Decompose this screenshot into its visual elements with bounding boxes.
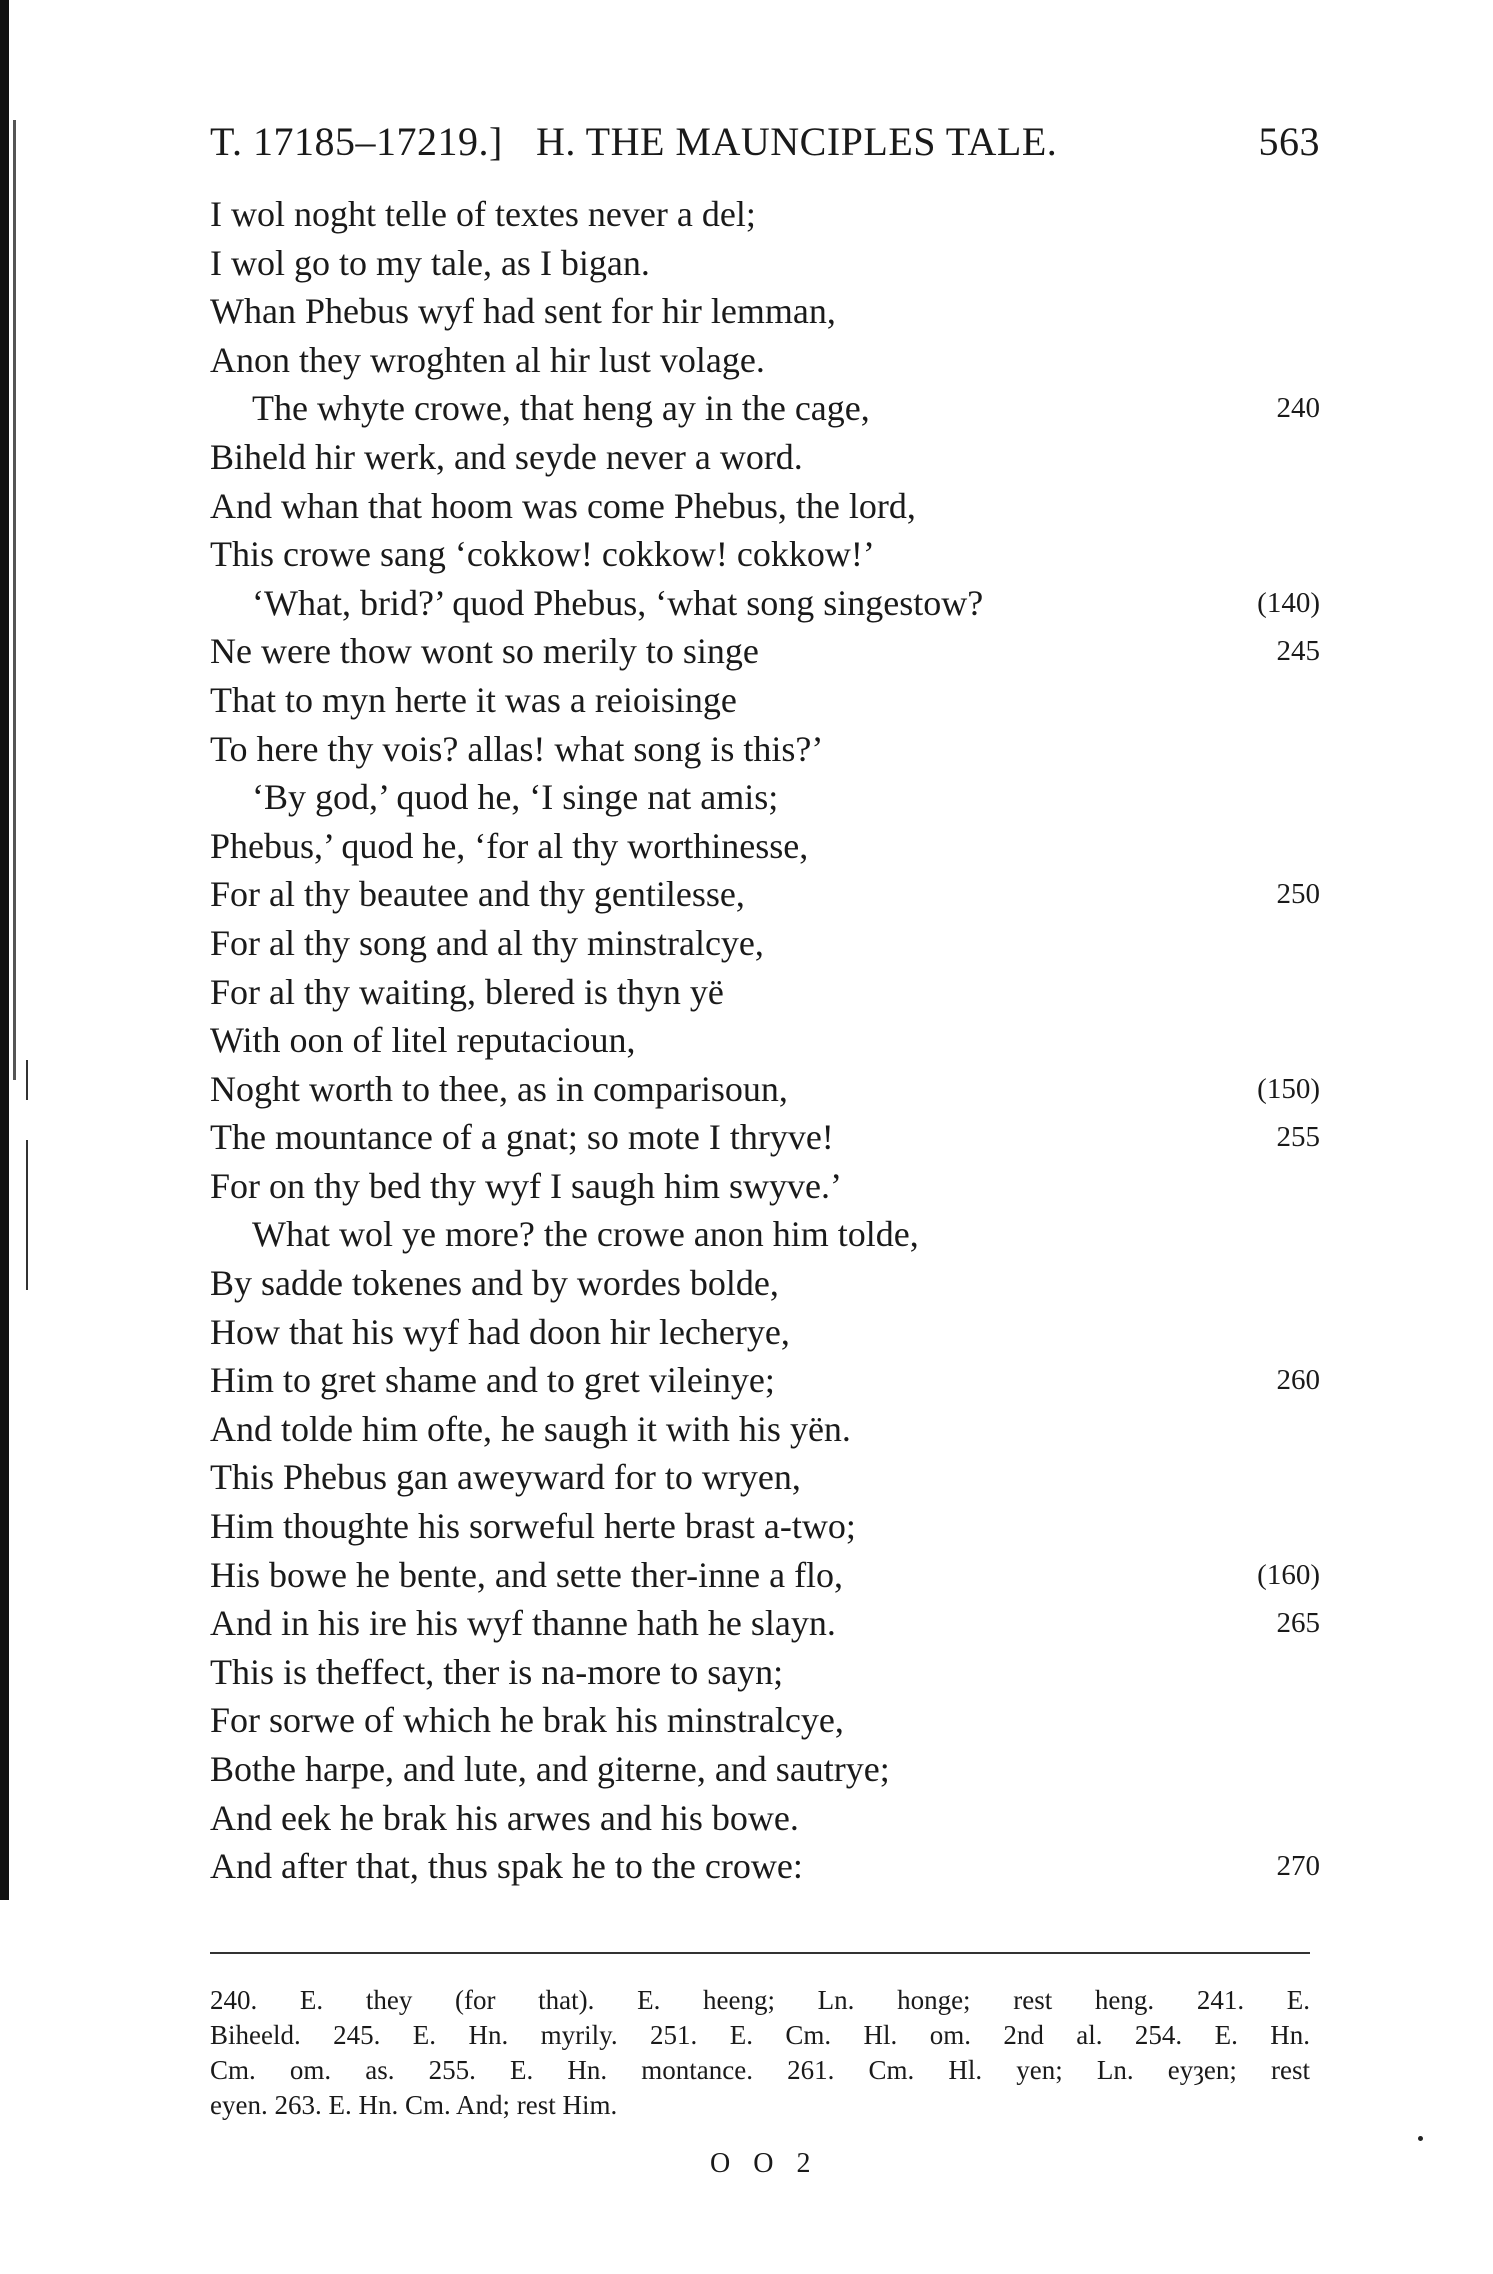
verse-line [210,287,1320,336]
verse-text: I wol noght telle of textes never a del; [210,194,756,234]
verse-text: Phebus,’ quod he, ‘for al thy worthinesse, [210,825,809,866]
verse-text: For al thy waiting, blered is thyn yë [210,971,724,1012]
verse-line [210,968,1320,1017]
verse-line [210,190,1320,239]
verse-line [210,676,1320,725]
verse-text: That to myn herte it was a reioisinge [210,679,737,720]
verse-line [210,336,1320,385]
line-number: 260 [1276,1364,1320,1397]
verse-text: Noght worth to thee, as in comparisoun, [210,1068,788,1109]
verse-text: ‘What, brid?’ quod Phebus, ‘what song singestow? [252,582,984,623]
verse-text: By sadde tokenes and by wordes bolde, [210,1263,779,1304]
line-number: (160) [1257,1558,1320,1591]
verse-line [210,1016,1320,1065]
verse-text: Biheld hir werk, and seyde never a word. [210,436,803,477]
verse-line [210,1502,1320,1551]
verse-line [210,1842,1320,1891]
verse-line [210,482,1320,531]
verse-text: This Phebus gan aweyward for to wryen, [210,1457,801,1498]
line-number: 265 [1276,1607,1320,1640]
binding-shadow [13,120,16,1080]
verse-text: And in his ire his wyf thanne hath he slayn. [210,1603,836,1644]
verse-text: Him to gret shame and to gret vileinye; [210,1360,775,1401]
verse-line [210,239,1320,288]
verse-line [210,627,1320,676]
line-number: 250 [1276,878,1320,911]
verse-text: Ne were thow wont so merily to singe [210,631,759,672]
page-number: 563 [1258,119,1320,164]
verse-text: ‘By god,’ quod he, ‘I singe nat amis; [252,777,779,818]
footnotes [210,1983,1310,2123]
verse-line [210,1065,1320,1114]
verse-line [210,1210,1320,1259]
verse-text: Bothe harpe, and lute, and giterne, and sautrye; [210,1749,890,1789]
verse-line [210,1113,1320,1162]
verse-line [210,1551,1320,1600]
ink-speck [1418,2136,1423,2141]
margin-mark [26,1060,28,1100]
verse-line [210,1356,1320,1405]
verse-line [210,870,1320,919]
verse-line [210,579,1320,628]
page-title: H. THE MAUNCIPLES TALE. [536,119,1058,164]
verse-text: Anon they wroghten al hir lust volage. [210,339,765,380]
line-number: 245 [1276,635,1320,668]
binding-edge [0,0,9,1900]
footnote-line: eyen. 263. E. Hn. Cm. And; rest Him. [210,2090,618,2120]
verse-line [210,1599,1320,1648]
verse-text: The whyte crowe, that heng ay in the cage, [252,388,870,429]
verse-text: This is theffect, ther is na-more to sayn; [210,1651,784,1692]
footnote-line: Biheeld. 245. E. Hn. myrily. 251. E. Cm. Hl. om. 2nd al. 254. E. Hn. [210,2020,1310,2050]
footnote-rule [210,1952,1310,1954]
verse-line [210,433,1320,482]
verse-line [210,1648,1320,1697]
line-number: 270 [1276,1850,1320,1883]
line-number: 255 [1276,1121,1320,1154]
running-head [210,110,1320,170]
footnote-line: Cm. om. as. 255. E. Hn. montance. 261. Cm. Hl. yen; Ln. eyȝen; rest [210,2055,1310,2085]
verse-line [210,1308,1320,1357]
page-body [210,110,1320,2179]
verse-text: And after that, thus spak he to the crowe: [210,1846,803,1887]
line-number: 240 [1276,392,1320,425]
verse-line [210,1162,1320,1211]
verse-line [210,1453,1320,1502]
verse-text: And whan that hoom was come Phebus, the lord, [210,485,916,526]
verse-text: This crowe sang ‘cokkow! cokkow! cokkow!’ [210,534,875,575]
margin-mark [26,1140,28,1290]
verse-text: For on thy bed thy wyf I saugh him swyve.’ [210,1165,842,1206]
verse-text: With oon of litel reputacioun, [210,1020,636,1061]
verse-text: For al thy song and al thy minstralcye, [210,922,764,963]
verse-line [210,773,1320,822]
verse-text: What wol ye more? the crowe anon him tolde, [252,1214,919,1255]
verse-line [210,1696,1320,1745]
verse-line [210,1745,1320,1794]
verse-line [210,384,1320,433]
verse-text: Him thoughte his sorweful herte brast a-two; [210,1506,856,1547]
verse-text: For sorwe of which he brak his minstralcye, [210,1700,844,1741]
verse-text: His bowe he bente, and sette ther-inne a flo, [210,1554,844,1595]
verse-block [210,190,1320,1891]
verse-text: And eek he brak his arwes and his bowe. [210,1797,799,1838]
verse-line [210,1259,1320,1308]
verse-line [210,1794,1320,1843]
verse-line [210,1405,1320,1454]
footnote-line: 240. E. they (for that). E. heeng; Ln. honge; rest heng. 241. E. [210,1985,1310,2015]
signature-mark: O O 2 [710,2148,819,2179]
line-number: (140) [1257,586,1320,619]
verse-text: For al thy beautee and thy gentilesse, [210,874,745,915]
line-number: (150) [1257,1072,1320,1105]
verse-line [210,919,1320,968]
line-range: T. 17185–17219.] [210,119,503,164]
verse-text: Whan Phebus wyf had sent for hir lemman, [210,291,836,332]
verse-text: I wol go to my tale, as I bigan. [210,242,650,283]
verse-text: The mountance of a gnat; so mote I thryve! [210,1117,834,1158]
verse-text: How that his wyf had doon hir lecherye, [210,1311,790,1352]
verse-line [210,725,1320,774]
verse-line [210,822,1320,871]
verse-text: And tolde him ofte, he saugh it with his yën. [210,1408,851,1449]
verse-line [210,530,1320,579]
verse-text: To here thy vois? allas! what song is this?’ [210,728,824,769]
